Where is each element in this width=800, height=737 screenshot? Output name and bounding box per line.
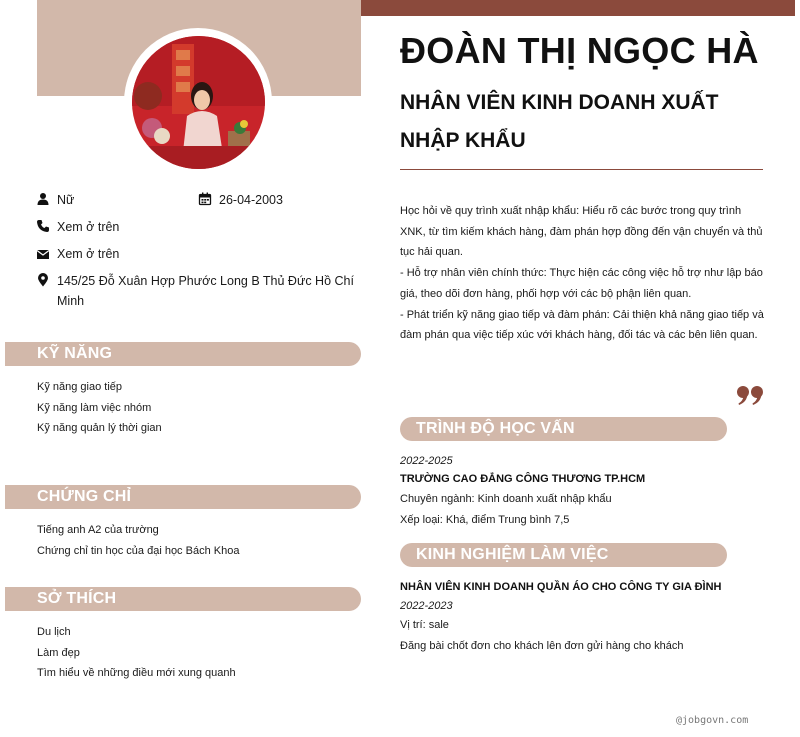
birthdate-value: 26-04-2003 — [219, 193, 283, 207]
experience-heading-label: KINH NGHIỆM LÀM VIỆC — [416, 546, 609, 563]
list-item: Tiếng anh A2 của trường — [37, 524, 159, 536]
experience-position: Vị trí: sale — [400, 619, 449, 631]
certificates-heading-label: CHỨNG CHỈ — [37, 488, 132, 505]
education-period: 2022-2025 — [400, 455, 453, 467]
education-grade: Xếp loại: Khá, điểm Trung bình 7,5 — [400, 514, 570, 526]
list-item: Kỹ năng quản lý thời gian — [37, 422, 162, 434]
hobbies-list — [37, 622, 357, 684]
objective-paragraph: - Hỗ trợ nhân viên chính thức: Thực hiện các công việc hỗ trợ như lập báo giá, theo dõi đơn hàng, phối hợp với các bộ phận liên quan. — [400, 267, 763, 300]
list-item: Kỹ năng làm việc nhóm — [37, 401, 152, 414]
list-item: Du lịch — [37, 626, 71, 638]
objective-paragraph: - Phát triển kỹ năng giao tiếp và đàm phán: Cải thiện khả năng giao tiếp và đàm phán qua việc tiếp xúc với khách hàng, đối tác và các bên liên quan. — [400, 308, 764, 342]
career-objective — [400, 201, 765, 346]
education-school: TRƯỜNG CAO ĐẲNG CÔNG THƯƠNG TP.HCM — [400, 473, 646, 485]
avatar — [132, 36, 265, 169]
experience-heading — [400, 543, 727, 567]
title-divider — [400, 169, 763, 170]
list-item: Tìm hiểu về những điều mới xung quanh — [37, 667, 236, 679]
quote-icon — [736, 385, 764, 407]
list-item: Kỹ năng giao tiếp — [37, 381, 123, 393]
skills-heading — [5, 342, 361, 366]
education-heading-label: TRÌNH ĐỘ HỌC VẤN — [416, 420, 575, 437]
experience-description: Đăng bài chốt đơn cho khách lên đơn gửi hàng cho khách — [400, 640, 684, 652]
gender-value: Nữ — [57, 193, 75, 207]
email-icon — [36, 247, 50, 261]
experience-role: NHÂN VIÊN KINH DOANH QUẦN ÁO CHO CÔNG TY GIA ĐÌNH — [400, 581, 722, 593]
phone-value: Xem ở trên — [57, 220, 120, 234]
address-value: 145/25 Đỗ Xuân Hợp Phước Long B Thủ Đức Hồ Chí Minh — [57, 274, 354, 308]
education-major: Chuyên ngành: Kinh doanh xuất nhập khẩu — [400, 493, 612, 505]
header-accent-bar — [361, 0, 795, 16]
experience-period: 2022-2023 — [400, 600, 453, 612]
email-value: Xem ở trên — [57, 247, 120, 261]
calendar-icon — [198, 192, 212, 206]
skills-heading-label: KỸ NĂNG — [37, 345, 113, 362]
certificates-heading — [5, 485, 361, 509]
hobbies-heading — [5, 587, 361, 611]
list-item: Chứng chỉ tin học của đại học Bách Khoa — [37, 544, 240, 557]
candidate-name: ĐOÀN THỊ NGỌC HÀ — [400, 30, 759, 71]
objective-paragraph: Học hỏi về quy trình xuất nhập khẩu: Hiểu rõ các bước trong quy trình XNK, từ tìm kiếm khách hàng, đàm phán hợp đồng đến vận chuyển và thủ tục hải quan. — [400, 205, 763, 259]
education-heading — [400, 417, 727, 441]
location-icon — [36, 273, 50, 287]
job-title: NHÂN VIÊN KINH DOANH XUẤT NHẬP KHẨU — [400, 91, 719, 152]
phone-icon — [36, 219, 50, 233]
list-item: Làm đẹp — [37, 646, 80, 659]
skills-list — [37, 377, 357, 439]
hobbies-heading-label: SỞ THÍCH — [37, 590, 117, 607]
certificates-list — [37, 520, 357, 561]
person-icon — [36, 192, 50, 206]
watermark: @jobgovn.com — [676, 715, 749, 726]
